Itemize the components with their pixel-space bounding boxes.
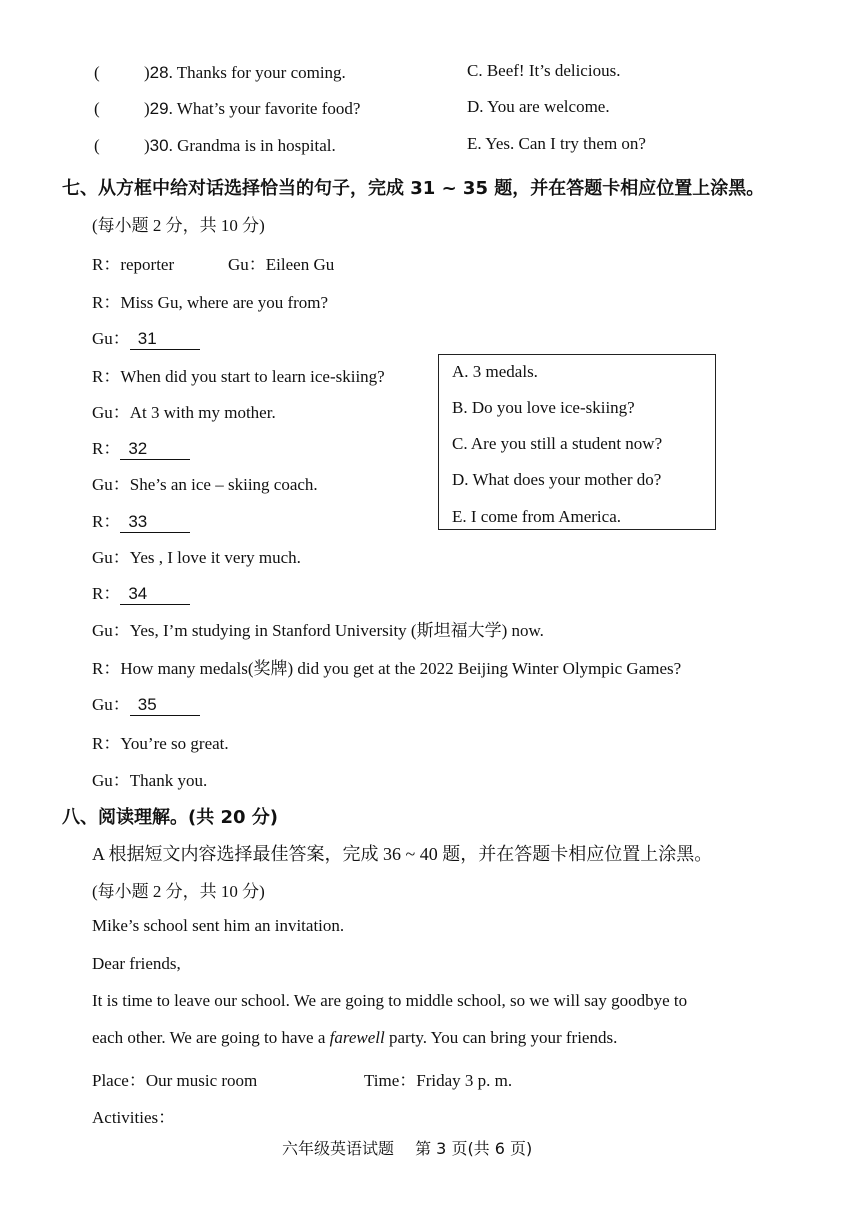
- answer-paren: (: [94, 136, 100, 155]
- answer-paren: (: [94, 63, 100, 82]
- section-8-score: (每小题 2 分，共 10 分): [92, 882, 265, 901]
- letter-paragraph-line-2: [92, 1028, 617, 1048]
- letter-paragraph-line-1: It is time to leave our school. We are going to middle school, so we will say goodbye to: [92, 991, 688, 1010]
- option-item: C. Are you still a student now?: [452, 434, 663, 453]
- dialogue-line: [92, 654, 681, 679]
- speaker: Gu：: [92, 403, 130, 422]
- dialogue-text: She’s an ice – skiing coach.: [129, 475, 318, 494]
- dialogue-text: How many medals(奖牌) did you get at the 2022 Beijing Winter Olympic Games?: [120, 659, 682, 678]
- dialogue-line: [92, 507, 190, 533]
- speaker: R：: [92, 734, 121, 753]
- dialogue-text: At 3 with my mother.: [129, 403, 276, 422]
- section-8-instruction: A 根据短文内容选择最佳答案，完成 36 ~ 40 题，并在答题卡相应位置上涂黑。: [92, 844, 713, 864]
- page-footer: 六年级英语试题 第 3 页(共 6 页): [282, 1139, 533, 1158]
- section-7-score: (每小题 2 分，共 10 分): [92, 216, 265, 235]
- speaker: Gu：: [92, 548, 130, 567]
- matching-question: [144, 63, 346, 83]
- speaker: R：: [92, 584, 121, 603]
- dialogue-text: You’re so great.: [120, 734, 229, 753]
- paragraph-text: each other. We are going to have a: [92, 1028, 330, 1047]
- paragraph-text: party. You can bring your friends.: [384, 1028, 618, 1047]
- question-text: . Thanks for your coming.: [168, 63, 346, 82]
- dialogue-line: [92, 434, 190, 460]
- matching-answer-option: E. Yes. Can I try them on?: [467, 134, 646, 153]
- role-gu: Gu：Eileen Gu: [228, 255, 335, 274]
- question-number: 29: [149, 99, 169, 118]
- matching-question: [144, 136, 336, 156]
- speaker: Gu：: [92, 695, 130, 714]
- dialogue-text: Thank you.: [129, 771, 208, 790]
- question-number: 28: [149, 63, 169, 82]
- speaker: R：: [92, 293, 121, 312]
- speaker: Gu：: [92, 621, 130, 640]
- answer-blank: 34: [120, 584, 190, 605]
- section-7-heading: 七、从方框中给对话选择恰当的句子，完成 31 ~ 35 题，并在答题卡相应位置上涂黑。: [62, 178, 765, 199]
- question-text: . What’s your favorite food?: [168, 99, 361, 118]
- speaker: R：: [92, 367, 121, 386]
- speaker: R：: [92, 512, 121, 531]
- dialogue-line: [92, 362, 385, 387]
- dialogue-line: [92, 288, 328, 313]
- dialogue-text: Miss Gu, where are you from?: [120, 293, 329, 312]
- dialogue-line: [92, 766, 207, 791]
- role-r: R：reporter: [92, 255, 175, 274]
- speaker: R：: [92, 659, 121, 678]
- dialogue-line: [92, 690, 200, 716]
- close-paren: ): [144, 136, 150, 155]
- letter-time: Time：Friday 3 p. m.: [364, 1071, 513, 1090]
- option-item: A. 3 medals.: [452, 362, 538, 381]
- speaker: R：: [92, 439, 121, 458]
- answer-blank: 35: [130, 695, 200, 716]
- dialogue-line: [92, 398, 276, 423]
- close-paren: ): [144, 99, 150, 118]
- farewell-word: farewell: [329, 1028, 385, 1047]
- dialogue-text: Yes , I love it very much.: [129, 548, 301, 567]
- matching-answer-option: C. Beef! It’s delicious.: [467, 61, 621, 80]
- close-paren: ): [144, 63, 150, 82]
- letter-place: Place：Our music room: [92, 1071, 258, 1090]
- speaker: Gu：: [92, 329, 130, 348]
- dialogue-text: When did you start to learn ice-skiing?: [120, 367, 385, 386]
- speaker: Gu：: [92, 475, 130, 494]
- dialogue-line: [92, 543, 301, 568]
- dialogue-line: [92, 470, 318, 495]
- dialogue-line: [92, 324, 200, 350]
- question-number: 30: [149, 136, 169, 155]
- dialogue-line: [92, 729, 229, 754]
- answer-blank: 32: [120, 439, 190, 460]
- answer-blank: 31: [130, 329, 200, 350]
- passage-intro: Mike’s school sent him an invitation.: [92, 916, 345, 935]
- answer-paren: (: [94, 99, 100, 118]
- dialogue-line: [92, 616, 544, 641]
- section-8-heading: 八、阅读理解。(共 20 分): [62, 807, 279, 828]
- option-item: E. I come from America.: [452, 507, 621, 526]
- option-item: B. Do you love ice-skiing?: [452, 398, 635, 417]
- matching-answer-option: D. You are welcome.: [467, 97, 610, 116]
- dialogue-text: Yes, I’m studying in Stanford University (斯坦福大学) now.: [129, 621, 544, 640]
- matching-question: [144, 99, 360, 119]
- question-text: . Grandma is in hospital.: [168, 136, 336, 155]
- speaker: Gu：: [92, 771, 130, 790]
- dialogue-line: [92, 579, 190, 605]
- option-item: D. What does your mother do?: [452, 470, 662, 489]
- answer-blank: 33: [120, 512, 190, 533]
- letter-activities: Activities：: [92, 1108, 176, 1127]
- letter-greeting: Dear friends,: [92, 954, 181, 973]
